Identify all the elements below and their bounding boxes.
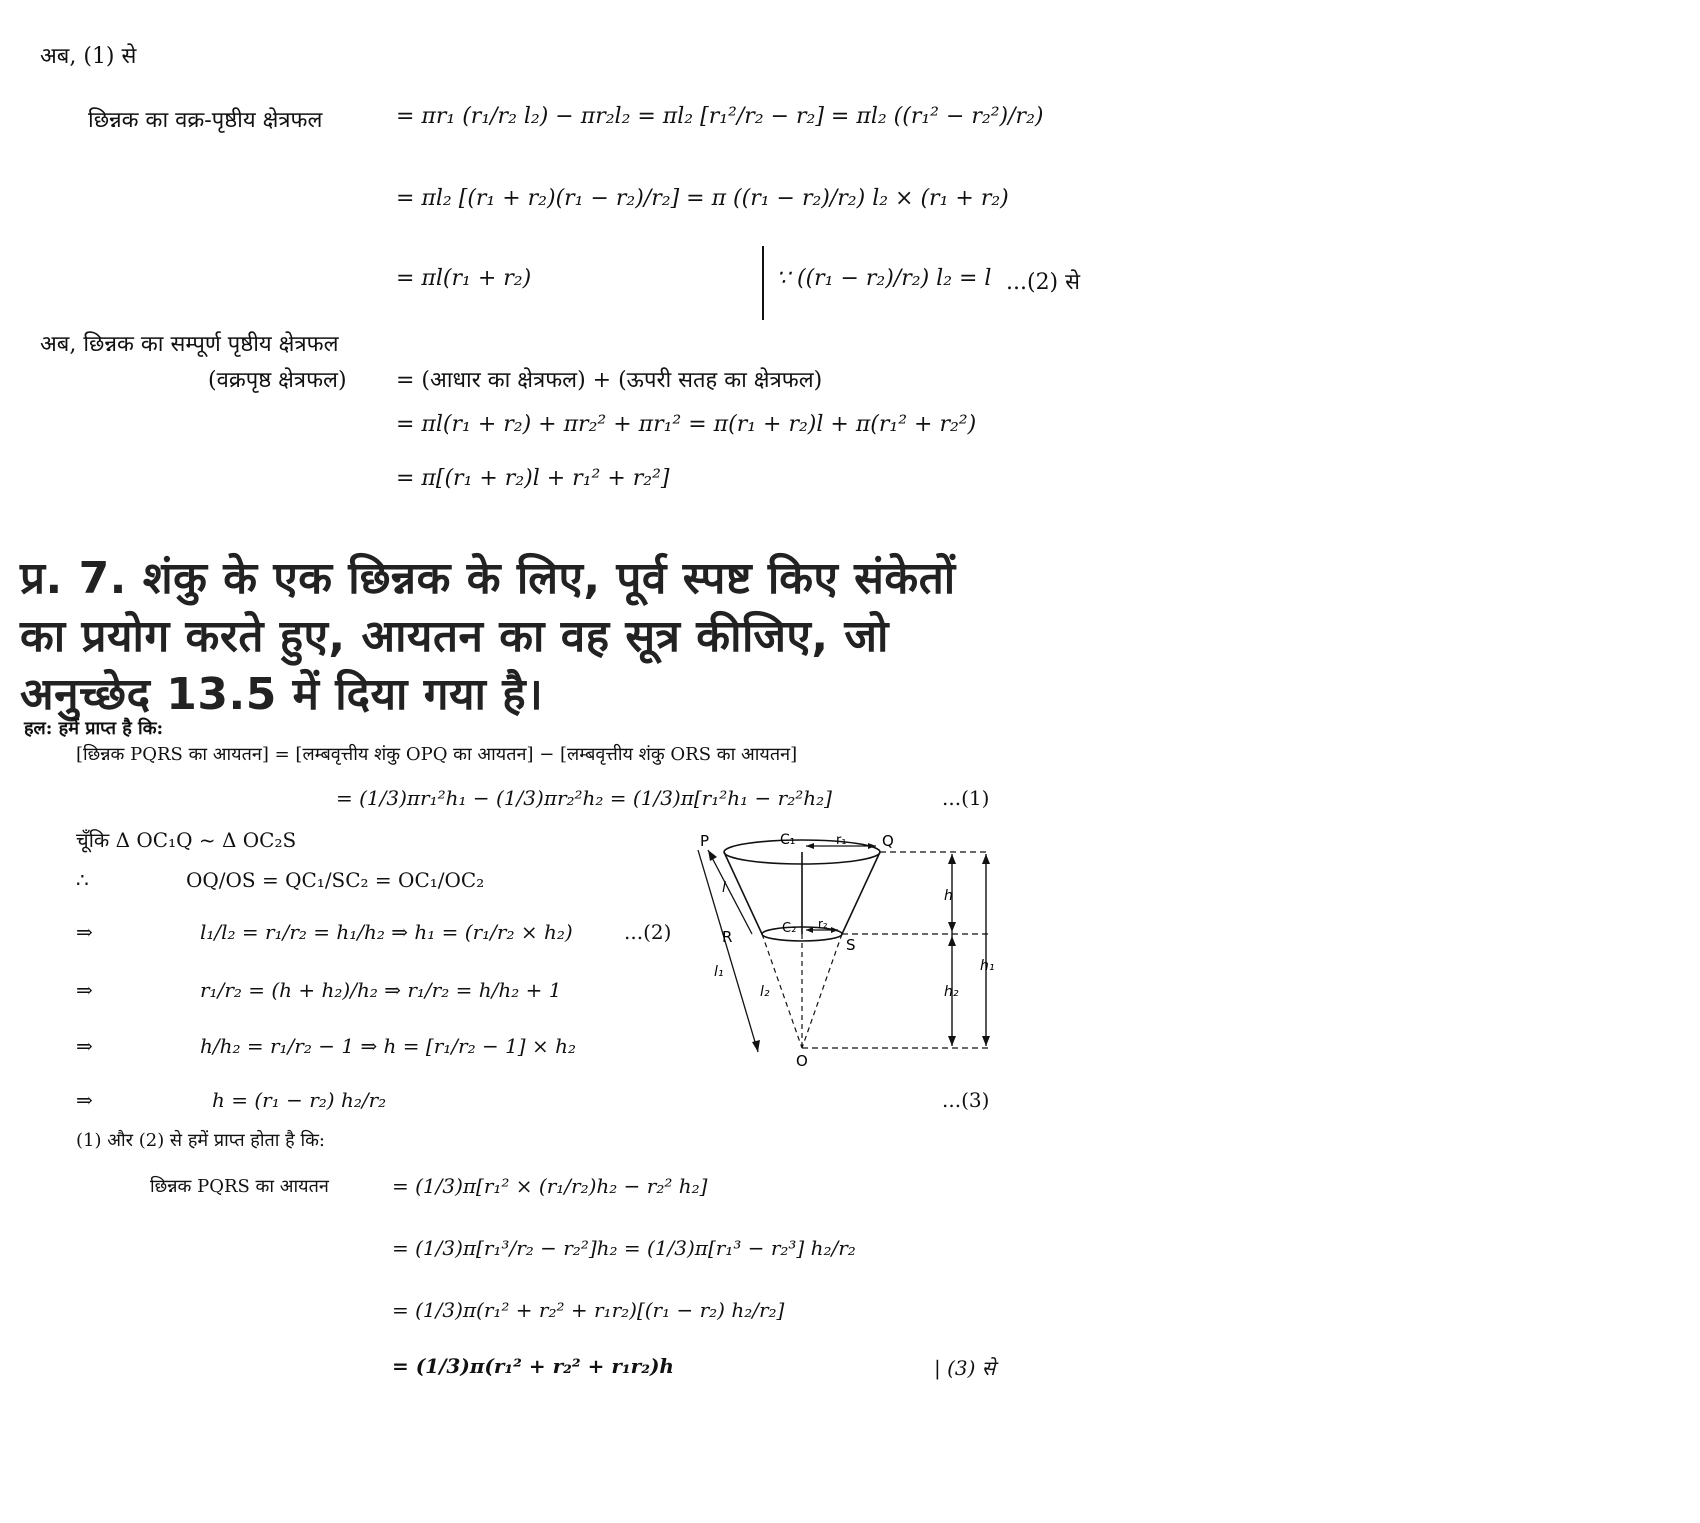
csa-equation-1: = πr₁ (r₁/r₂ l₂) − πr₂l₂ = πl₂ [r₁²/r₂ − r₂] = πl₂ ((r₁² − r₂²)/r₂) — [396, 104, 1044, 129]
slant-dim-l1 — [698, 850, 758, 1052]
tsa-intro: अब, छिन्नक का सम्पूर्ण पृष्ठीय क्षेत्रफल — [40, 332, 339, 357]
volume-step-1: = (1/3)π[r₁² × (r₁/r₂)h₂ − r₂² h₂] — [392, 1174, 708, 1198]
arrowhead — [948, 1036, 956, 1046]
label-C2: C₂ — [782, 921, 797, 936]
csa-equation-2: = πl₂ [(r₁ + r₂)(r₁ − r₂)/r₂] = π ((r₁ − r₂)/r₂) l₂ × (r₁ + r₂) — [396, 186, 1009, 211]
label-R: R — [722, 928, 733, 946]
slant-dim-l — [708, 850, 752, 934]
implies-arrow: ⇒ — [76, 978, 93, 1002]
similar-triangles: चूँकि Δ OC₁Q ~ Δ OC₂S — [76, 828, 297, 852]
solution-heading: हल: हमें प्राप्त है कि: — [24, 718, 164, 739]
frustum-side-left — [724, 852, 762, 934]
csa-reason: ∵ ((r₁ − r₂)/r₂) l₂ = l — [776, 266, 992, 291]
frustum-volume-label: छिन्नक PQRS का आयतन — [150, 1176, 329, 1197]
intro-text: अब, (1) से — [40, 44, 137, 69]
arrowhead — [948, 854, 956, 864]
tsa-equation-2: = πl(r₁ + r₂) + πr₂² + πr₁² = π(r₁ + r₂)l + π(r₁² + r₂²) — [396, 412, 977, 437]
label-l2: l₂ — [760, 984, 770, 1000]
reason-divider — [762, 246, 764, 320]
volume-step-3: = (1/3)π(r₁² + r₂² + r₁r₂)[(r₁ − r₂) h₂/r₂] — [392, 1298, 785, 1322]
tsa-label: (वक्रपृष्ठ क्षेत्रफल) — [208, 368, 347, 393]
label-l1: l₁ — [714, 964, 724, 980]
tsa-equation-3: = π[(r₁ + r₂)l + r₁² + r₂²] — [396, 466, 670, 491]
arrowhead — [982, 1036, 990, 1046]
frustum-side-right — [842, 852, 880, 934]
label-h1: h₁ — [980, 958, 995, 974]
question-line-3: अनुच्छेद 13.5 में दिया गया है। — [20, 669, 544, 720]
cone-extension-right — [802, 934, 842, 1048]
arrowhead — [948, 922, 956, 932]
volume-step-2: = (1/3)π[r₁³/r₂ − r₂²]h₂ = (1/3)π[r₁³ − r₂³] h₂/r₂ — [392, 1236, 856, 1260]
label-h2: h₂ — [944, 984, 959, 1000]
volume-statement: [छिन्नक PQRS का आयतन] = [लम्बवृत्तीय शंकु OPQ का आयतन] − [लम्बवृत्तीय शंकु ORS का आयतन] — [76, 744, 798, 765]
final-reference: | (3) से — [934, 1356, 996, 1380]
label-Q: Q — [882, 832, 894, 850]
arrowhead — [708, 850, 717, 861]
volume-equation: = (1/3)πr₁²h₁ − (1/3)πr₂²h₂ = (1/3)π[r₁²h₁ − r₂²h₂] — [336, 786, 832, 810]
volume-final: = (1/3)π(r₁² + r₂² + r₁r₂)h — [392, 1354, 674, 1378]
label-C1: C₁ — [780, 832, 796, 848]
label-r2: r₂ — [818, 917, 828, 931]
step-2: r₁/r₂ = (h + h₂)/h₂ ⇒ r₁/r₂ = h/h₂ + 1 — [200, 978, 562, 1002]
frustum-diagram — [660, 820, 1020, 1080]
question-line-1: प्र. 7. शंकु के एक छिन्नक के लिए, पूर्व स्पष्ट किए संकेतों — [20, 553, 956, 604]
label-h: h — [944, 888, 953, 904]
reference-1: ...(1) — [942, 786, 990, 810]
csa-equation-3: = πl(r₁ + r₂) — [396, 266, 532, 291]
label-O: O — [796, 1052, 808, 1070]
from-equations-text: (1) और (2) से हमें प्राप्त होता है कि: — [76, 1130, 325, 1151]
tsa-equation-1: = (आधार का क्षेत्रफल) + (ऊपरी सतह का क्षेत्रफल) — [396, 368, 823, 393]
csa-label: छिन्नक का वक्र-पृष्ठीय क्षेत्रफल — [88, 108, 323, 133]
label-l: l — [722, 880, 726, 896]
arrowhead — [752, 1040, 760, 1052]
reference-2: ...(2) — [624, 920, 672, 944]
step-1: l₁/l₂ = r₁/r₂ = h₁/h₂ ⇒ h₁ = (r₁/r₂ × h₂) — [200, 920, 573, 944]
arrowhead — [948, 936, 956, 946]
ratio-equation: OQ/OS = QC₁/SC₂ = OC₁/OC₂ — [186, 868, 485, 892]
implies-arrow: ⇒ — [76, 1034, 93, 1058]
step-3: h/h₂ = r₁/r₂ − 1 ⇒ h = [r₁/r₂ − 1] × h₂ — [200, 1034, 576, 1058]
csa-reference: ...(2) से — [1006, 270, 1081, 295]
question-line-2: का प्रयोग करते हुए, आयतन का वह सूत्र कीजिए, जो — [20, 611, 889, 662]
implies-arrow: ⇒ — [76, 1088, 93, 1112]
arrowhead — [831, 927, 838, 933]
label-P: P — [700, 832, 710, 850]
implies-arrow: ⇒ — [76, 920, 93, 944]
therefore-symbol: ∴ — [76, 868, 89, 892]
reference-3: ...(3) — [942, 1088, 990, 1112]
arrowhead — [982, 854, 990, 864]
arrowhead — [806, 843, 814, 849]
label-r1: r₁ — [836, 833, 847, 848]
step-4: h = (r₁ − r₂) h₂/r₂ — [212, 1088, 387, 1112]
label-S: S — [846, 936, 856, 954]
